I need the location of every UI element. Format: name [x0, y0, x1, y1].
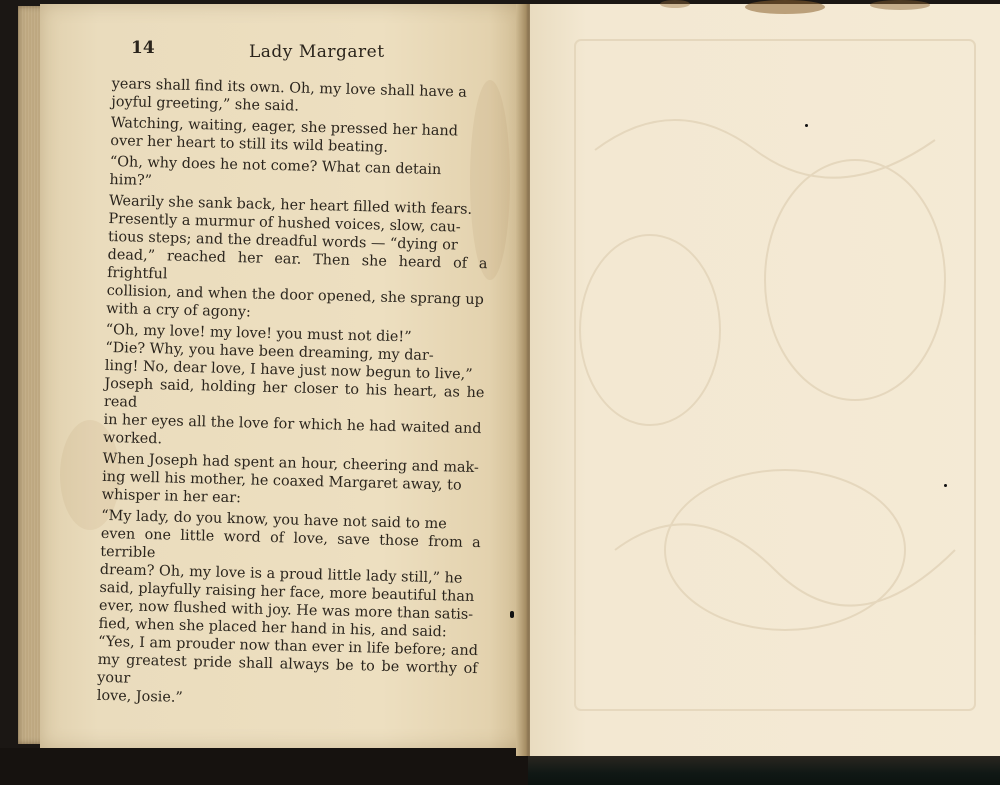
show-through-ornament: [555, 30, 995, 720]
paper-stain: [660, 0, 690, 8]
page-body-text: [97, 75, 492, 717]
paper-stain: [745, 0, 825, 14]
paragraph: “Oh, why does he not come? What can detain him?”: [109, 153, 442, 190]
paper-stain: [870, 0, 930, 10]
ink-speck: [944, 484, 947, 487]
paragraph: Watching, waiting, eager, she pressed her hand over her heart to still its wild beating.: [110, 114, 459, 156]
paragraph: Wearily she sank back, her heart filled with fears. Presently a murmur of hushed voices, slow, cau- tious steps; and the dreadful words — “dying or dead,” reached her ear. Then she heard of a frightful collision, and when the door opened, she sprang up with a cry of agony:: [106, 192, 488, 321]
ink-speck: [510, 611, 514, 618]
ink-speck: [805, 124, 808, 127]
book-cover-bottom-right: [528, 756, 1000, 785]
paragraph: “Oh, my love! my love! you must not die!” “Die? Why, you have been dreaming, my dar- ling! No, dear love, I have just now begun to live,” Joseph said, holding her closer to his heart, as he read in her eyes all the love for which he had waited and worked.: [102, 321, 485, 448]
paragraph: years shall find its own. Oh, my love shall have a joyful greeting,” she said.: [111, 75, 468, 115]
running-head: Lady Margaret: [249, 42, 385, 62]
paragraph: “My lady, do you know, you have not said to me even one little word of love, save those from a terrible dream? Oh, my love is a proud little lady still,” he said, playfully raising her face, more beautiful than ever, now flushed with joy. He was more than satis- fied, when she placed her hand in his, and said: “Yes, I am prouder now than ever in life before; and my greatest pride shall always be to be worthy of your love, Josie.”: [96, 507, 481, 706]
paragraph: When Joseph had spent an hour, cheering and mak- ing well his mother, he coaxed Margaret away, to whisper in her ear:: [101, 450, 480, 507]
page-number: 14: [131, 38, 155, 58]
book-cover-bottom: [0, 748, 530, 785]
